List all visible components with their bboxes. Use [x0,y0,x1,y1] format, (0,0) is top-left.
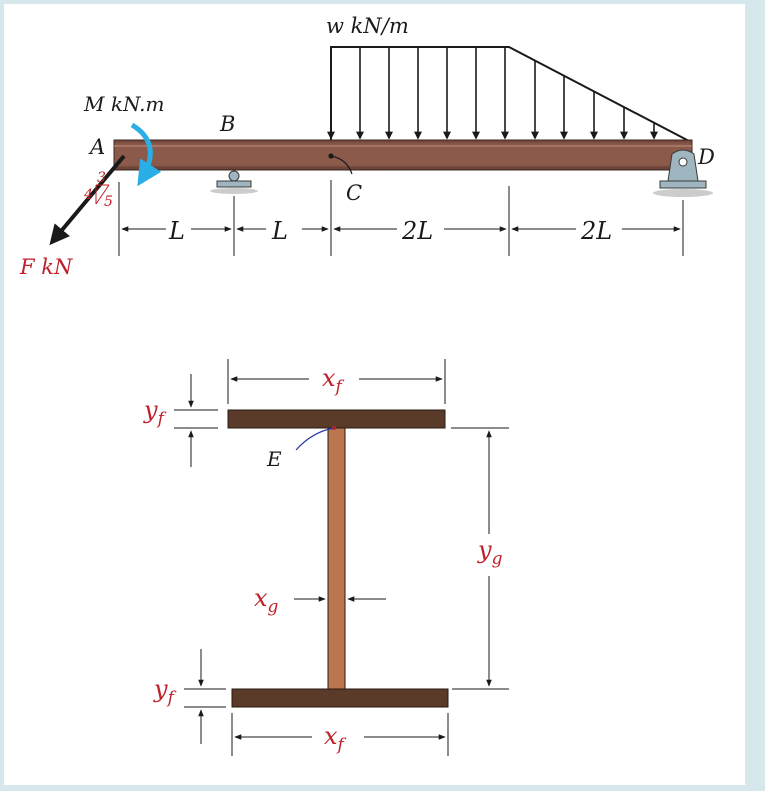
load-label: w kN/m [326,14,409,38]
span-1-label: L [169,217,185,245]
web [328,428,345,690]
span-3-label: 2L [402,217,434,245]
xf-bottom-label: $x_f$ [324,722,344,755]
span-2-label: L [272,217,288,245]
point-b-label: B [220,112,236,136]
point-c-label: C [346,181,363,205]
beam [114,140,692,170]
yf-top-label: $y_f$ [144,396,164,429]
point-e-label: E [267,447,282,471]
xg-label: $x_g$ [254,584,279,617]
slope-4-label: 4 [84,187,93,203]
load-arrows [331,47,654,138]
yg-label: $y_g$ [478,536,503,569]
point-d-label: D [698,145,715,169]
slope-3-label: 3 [97,170,106,186]
i-section-diagram [143,359,509,756]
span-4-label: 2L [581,217,613,245]
figure-frame [4,4,745,785]
slope-5-label: 5 [104,194,113,210]
beam-diagram [19,14,715,279]
top-flange [228,410,445,428]
distributed-load [331,47,689,152]
moment-label: M kN.m [84,92,165,116]
yf-bottom-label: $y_f$ [154,675,174,708]
load-outline [331,47,689,152]
diagram-canvas [4,4,745,785]
xf-top-label: $x_f$ [322,364,342,397]
bottom-flange [232,689,448,707]
roller-support [210,171,258,194]
force-label: F kN [20,255,73,279]
point-a-label: A [90,135,106,159]
